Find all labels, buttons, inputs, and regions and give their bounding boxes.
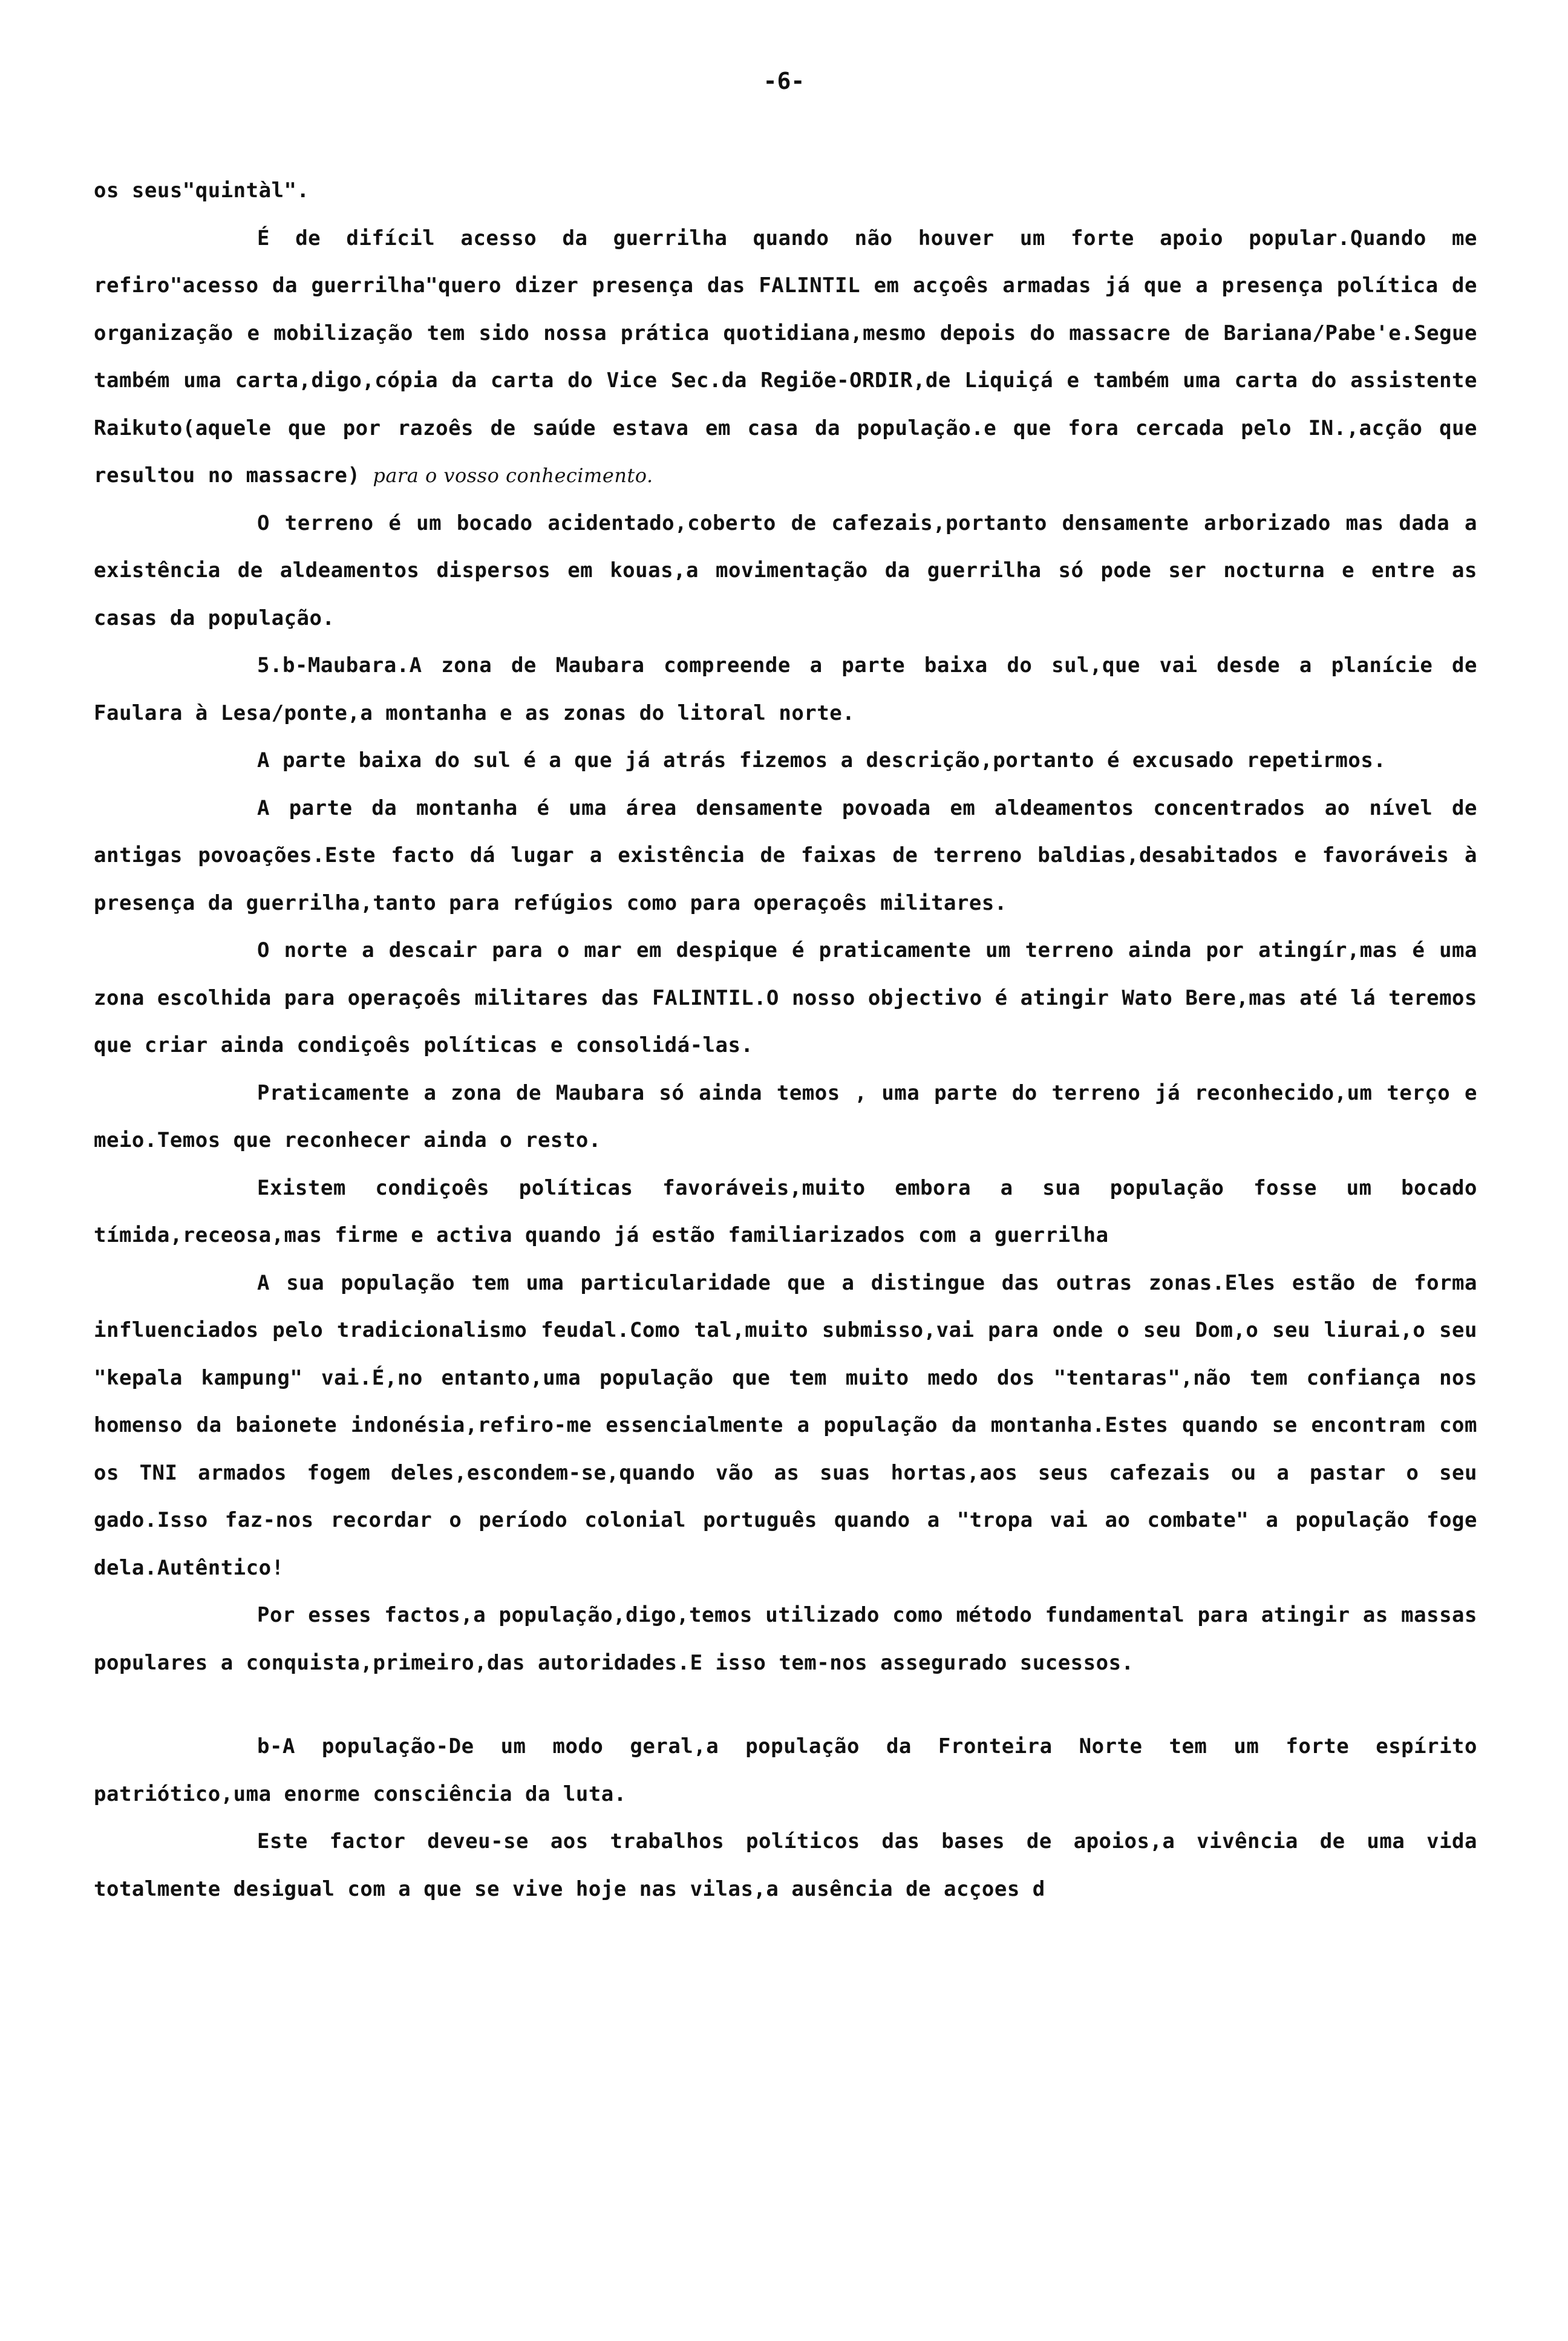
paragraph-6: A parte da montanha é uma área densamente povoada em aldeamentos concentrados ao nível de antigas povoações.Este facto dá lugar a existência de faixas de terreno baldias,desabitados e favoráveis à presença da guerrilha,tanto para refúgios como para operaçoês militares.: [94, 795, 1477, 915]
paragraph-2-text: É de difícil acesso da guerrilha quando não houver um forte apoio popular.Quando me refiro"acesso da guerrilha"quero dizer presença das FALINTIL em acçoês armadas já que a presença política de organização e mobilização tem sido nossa prática quotidiana,mesmo depois do massacre de Bariana/Pabe'e.Segue também uma carta,digo,cópia da carta do Vice Sec.da Regiõe-ORDIR,de Liquiçá e também uma carta do assistente Raikuto(aquele que por razoês de saúde estava em casa da população.e que fora cercada pelo IN.,acção que resultou no massacre): [94, 226, 1477, 488]
paragraph-13: Este factor deveu-se aos trabalhos políticos das bases de apoios,a vivência de uma vida totalmente desigual com a que se vive hoje nas vilas,a ausência de acçoes d: [94, 1829, 1477, 1901]
paragraph-9: Existem condiçoês políticas favoráveis,muito embora a sua população fosse um bocado tímida,receosa,mas firme e activa quando já estão familiarizados com a guerrilha: [94, 1175, 1477, 1247]
paragraph-12: b-A população-De um modo geral,a população da Fronteira Norte tem um forte espírito patriótico,uma enorme consciência da luta.: [94, 1734, 1477, 1806]
paragraph-11: Por esses factos,a população,digo,temos utilizado como método fundamental para atingir as massas populares a conquista,primeiro,das autoridades.E isso tem-nos assegurado sucessos.: [94, 1603, 1477, 1675]
paragraph-3: O terreno é um bocado acidentado,coberto de cafezais,portanto densamente arborizado mas dada a existência de aldeamentos dispersos em kouas,a movimentação da guerrilha só pode ser nocturna e entre as casas da população.: [94, 511, 1477, 630]
page-number: -6-: [763, 68, 805, 94]
paragraph-5: A parte baixa do sul é a que já atrás fizemos a descrição,portanto é excusado repetirmos.: [257, 748, 1387, 772]
paragraph-2: [94, 215, 1477, 500]
paragraph-8: Praticamente a zona de Maubara só ainda temos , uma parte do terreno já reconhecido,um terço e meio.Temos que reconhecer ainda o resto.: [94, 1080, 1477, 1152]
paragraph-7: O norte a descair para o mar em despique é praticamente um terreno ainda por atingír,mas é uma zona escolhida para operaçoês militares das FALINTIL.O nosso objectivo é atingir Wato Bere,mas até lá teremos que criar ainda condiçoês políticas e consolidá-las.: [94, 938, 1477, 1057]
handwritten-note: para o vosso conhecimento.: [373, 464, 653, 487]
document-body: [94, 167, 1477, 1913]
paragraph-1: os seus"quintàl".: [94, 178, 310, 203]
paragraph-4: 5.b-Maubara.A zona de Maubara compreende a parte baixa do sul,que vai desde a planície de Faulara à Lesa/ponte,a montanha e as zonas do litoral norte.: [94, 653, 1477, 725]
paragraph-10: A sua população tem uma particularidade que a distingue das outras zonas.Eles estão de forma influenciados pelo tradicionalismo feudal.Como tal,muito submisso,vai para onde o seu Dom,o seu liurai,o seu "kepala kampung" vai.É,no entanto,uma população que tem muito medo dos "tentaras",não tem confiança nos homenso da baionete indonésia,refiro-me essencialmente a população da montanha.Estes quando se encontram com os TNI armados fogem deles,escondem-se,quando vão as suas hortas,aos seus cafezais ou a pastar o seu gado.Isso faz-nos recordar o período colonial português quando a "tropa vai ao combate" a população foge dela.Autêntico!: [94, 1270, 1477, 1580]
